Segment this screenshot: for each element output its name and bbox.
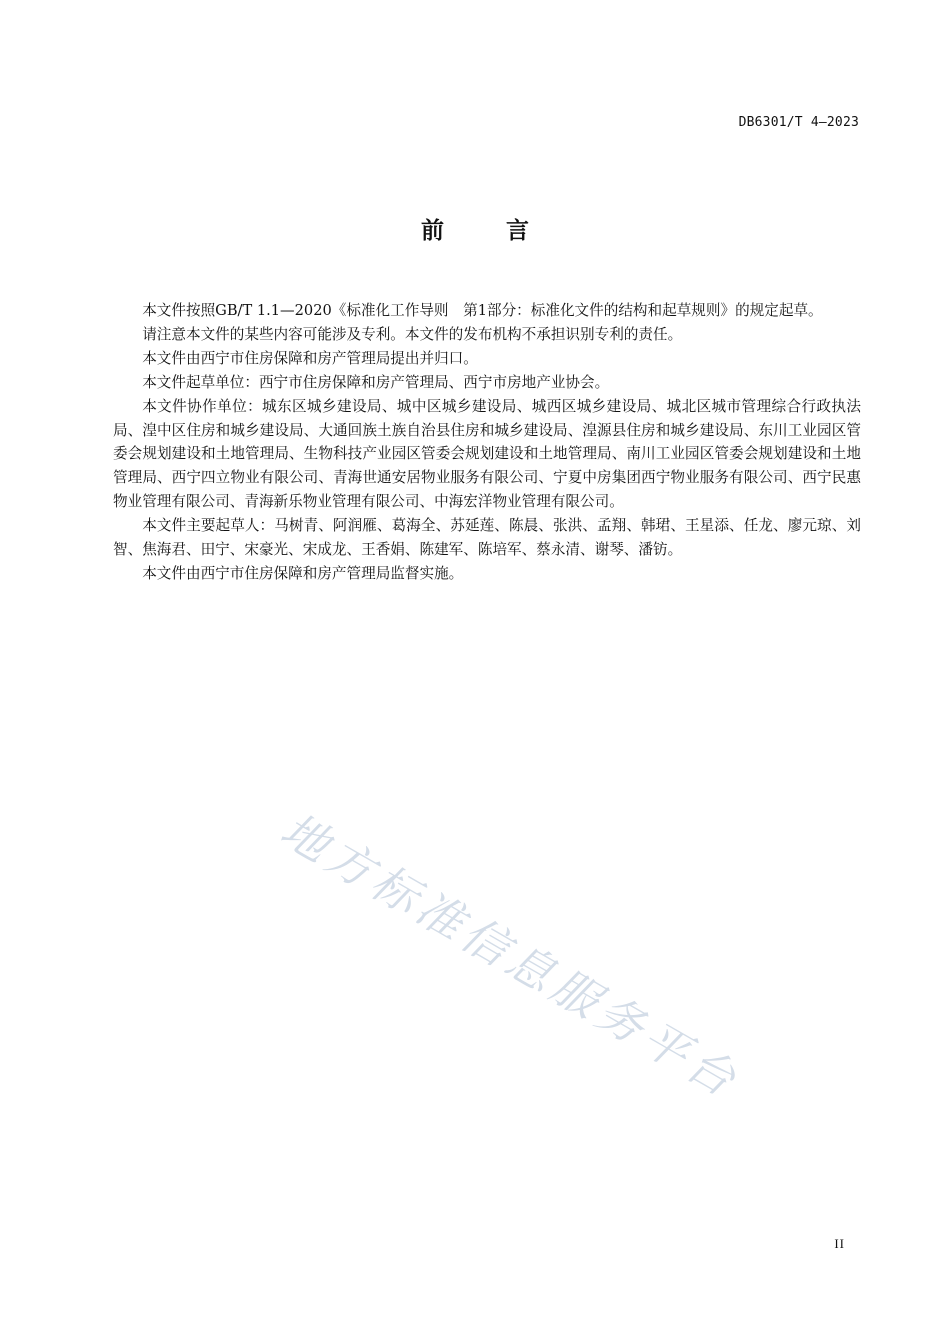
page-title: 前言 (421, 218, 591, 244)
document-code: DB6301/T 4—2023 (738, 115, 859, 130)
paragraph-cooperating-units: 本文件协作单位：城东区城乡建设局、城中区城乡建设局、城西区城乡建设局、城北区城市管理综合行政执法局、湟中区住房和城乡建设局、大通回族土族自治县住房和城乡建设局、湟源县住房和城乡建设局、东川工业园区管委会规划建设和土地管理局、生物科技产业园区管委会规划建设和土地管理局、南川工业园区管委会规划建设和土地管理局、西宁四立物业有限公司、青海世通安居物业服务有限公司、宁夏中房集团西宁物业服务有限公司、西宁民惠物业管理有限公司、青海新乐物业管理有限公司、中海宏洋物业管理有限公司。 (113, 397, 861, 511)
paragraph-main-drafters: 本文件主要起草人：马树青、阿润雁、葛海全、苏延莲、陈晨、张洪、孟翔、韩珺、王星添、任龙、廖元琼、刘智、焦海君、田宁、宋豪光、宋成龙、王香娟、陈建军、陈培军、蔡永清、谢琴、潘钫。 (113, 517, 861, 559)
paragraph-supervision: 本文件由西宁市住房保障和房产管理局监督实施。 (142, 564, 464, 582)
foreword-body (113, 299, 861, 586)
paragraph-patent-notice: 请注意本文件的某些内容可能涉及专利。本文件的发布机构不承担识别专利的责任。 (142, 325, 683, 343)
paragraph-drafting-rules: 本文件按照GB/T 1.1—2020《标准化工作导则 第1部分：标准化文件的结构和起草规则》的规定起草。 (142, 302, 823, 319)
watermark: 地方标准信息服务平台 (271, 802, 750, 1109)
paragraph-proposer: 本文件由西宁市住房保障和房产管理局提出并归口。 (142, 349, 478, 367)
page-number: II (834, 1236, 845, 1251)
paragraph-drafting-units: 本文件起草单位：西宁市住房保障和房产管理局、西宁市房地产业协会。 (142, 373, 610, 391)
